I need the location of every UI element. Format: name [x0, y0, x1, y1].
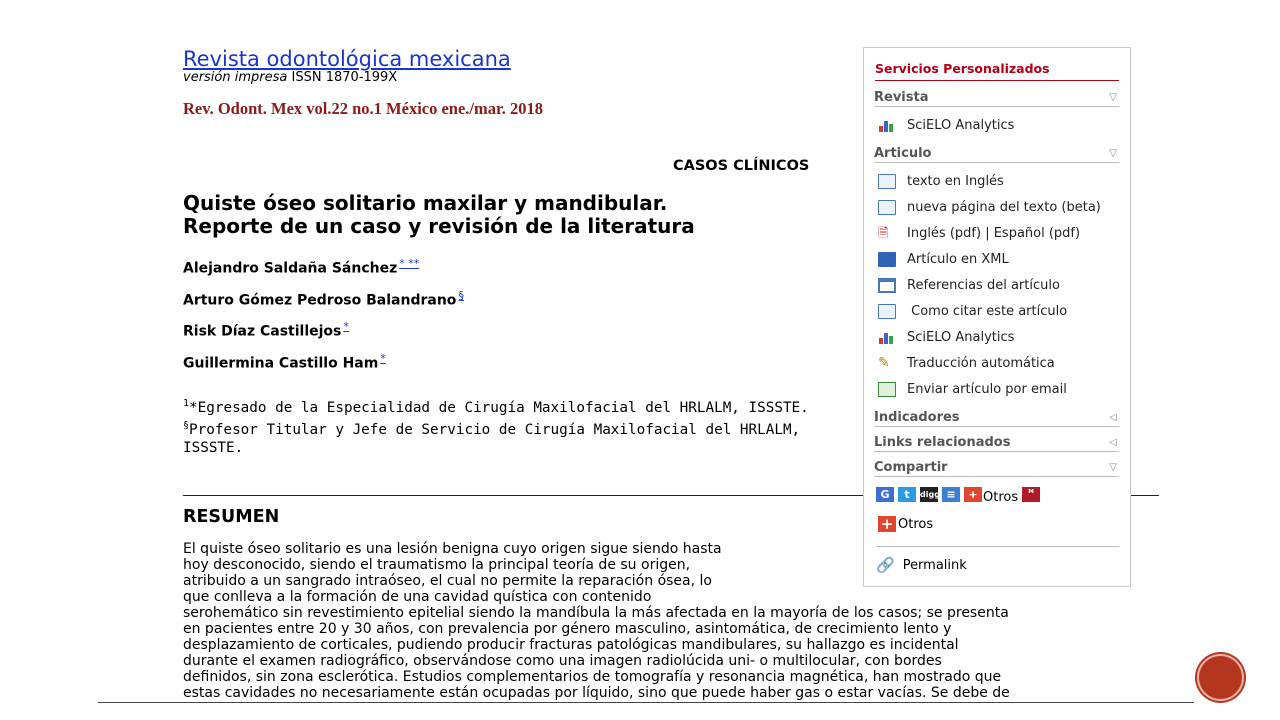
affiliation-text: Profesor Titular y Jefe de Servicio de Cirugía Maxilofacial del HRLALM, ISSSTE.	[183, 421, 801, 456]
item-label: Como citar este artículo	[907, 304, 1068, 319]
issn-value: ISSN 1870-199X	[291, 70, 398, 85]
references-icon	[878, 278, 896, 293]
share-buttons	[876, 486, 1040, 505]
section-label: Indicadores	[874, 410, 960, 425]
author-2	[183, 289, 464, 309]
section-articulo[interactable]	[874, 146, 1119, 163]
author-affiliation-link[interactable]: §	[458, 289, 464, 302]
link-referencias[interactable]	[878, 278, 1060, 293]
digg-icon[interactable]: digg	[920, 487, 938, 502]
link-traduccion[interactable]	[878, 356, 1055, 371]
resumen-heading: RESUMEN	[183, 507, 280, 527]
share-otros[interactable]	[878, 516, 933, 532]
section-label: Articulo	[874, 146, 932, 161]
chevron-left-icon: ◁	[1109, 437, 1117, 448]
item-label: nueva página del texto (beta)	[907, 200, 1101, 215]
author-4	[183, 352, 386, 372]
article-title-line2: Reporte de un caso y revisión de la literatura	[183, 214, 695, 238]
google-icon[interactable]: G	[876, 487, 894, 502]
chevron-down-icon: ▽	[1109, 92, 1117, 103]
issn-line	[183, 70, 397, 85]
item-label: Enviar artículo por email	[907, 382, 1067, 397]
item-label: Referencias del artículo	[907, 278, 1060, 293]
list-icon[interactable]: ≡	[942, 487, 960, 502]
chevron-left-icon: ◁	[1109, 412, 1117, 423]
link-texto-ingles[interactable]	[878, 174, 1004, 189]
author-name: Risk Díaz Castillejos	[183, 323, 342, 340]
bar-chart-icon	[878, 118, 896, 133]
section-label: Revista	[874, 90, 929, 105]
section-label: CASOS CLÍNICOS	[673, 158, 810, 174]
edition-label: versión impresa	[183, 70, 288, 85]
section-compartir[interactable]	[874, 460, 1119, 477]
article-title-line1: Quiste óseo solitario maxilar y mandibular.	[183, 191, 668, 215]
revista-scielo-analytics[interactable]	[878, 118, 1014, 133]
email-icon	[878, 382, 896, 397]
services-panel-title: Servicios Personalizados	[875, 61, 1119, 81]
item-label: Artículo en XML	[907, 252, 1009, 267]
link-enviar-email[interactable]	[878, 382, 1067, 397]
author-1	[183, 257, 419, 277]
section-label: Compartir	[874, 460, 948, 475]
magic-wand-icon: ✎	[878, 355, 890, 371]
author-affiliation-link[interactable]: *	[343, 320, 349, 333]
affiliation-mark: 1	[183, 398, 190, 409]
section-revista[interactable]	[874, 90, 1119, 107]
section-label: Links relacionados	[874, 435, 1011, 450]
affiliation-text: *Egresado de la Especialidad de Cirugía Maxilofacial del HRLALM, ISSSTE.	[189, 399, 809, 416]
article-title	[183, 192, 695, 238]
item-label: Inglés (pdf) | Español (pdf)	[907, 226, 1081, 241]
section-indicadores[interactable]	[874, 410, 1119, 427]
document-icon	[878, 304, 896, 319]
slide-bottom-rule	[98, 702, 1194, 703]
plus-icon: +	[878, 516, 896, 532]
author-affiliation-link[interactable]: *	[380, 352, 386, 365]
document-icon	[878, 174, 896, 189]
affiliations	[183, 395, 809, 457]
xml-icon	[878, 252, 896, 267]
item-label: SciELO Analytics	[907, 330, 1015, 345]
share-otros-label: Otros	[898, 516, 934, 532]
divider	[876, 546, 1119, 547]
link-icon: 🔗	[876, 556, 895, 574]
affiliation-mark: §	[183, 419, 190, 431]
link-como-citar[interactable]	[878, 304, 1067, 319]
plus-icon[interactable]: +	[964, 487, 982, 502]
articulo-scielo-analytics[interactable]	[878, 330, 1014, 345]
item-label: texto en Inglés	[907, 174, 1004, 189]
bar-chart-icon	[878, 330, 896, 345]
affiliation-1	[183, 395, 809, 417]
pdf-icon: 🗎	[878, 226, 889, 241]
item-label: SciELO Analytics	[907, 118, 1015, 133]
citation-line: Rev. Odont. Mex vol.22 no.1 México ene./mar. 2018	[183, 99, 544, 118]
abstract-text: El quiste óseo solitario es una lesión benigna cuyo origen sigue siendo hasta hoy desconocido, siendo el traumatismo la principal teoría de su origen, atribuido a un sangrado intraóseo, el cual no permite la reparación ósea, lo que conlleva a la formación de una cavidad quística con contenido serohemático sin revestimiento epitelial siendo la mandíbula la más afectada en la mayoría de los casos; se presenta en pacientes entre 20 y 30 años, con prevalencia por género masculino, asintomática, de crecimiento lento y desplazamiento de corticales, pudiendo producir fracturas patológicas mandibulares, su hallazgo es incidental durante el examen radiográfico, observándose como una imagen radiolúcida uni- o multilocular, con bordes definidos, sin zona esclerótica. Estudios complementarios de tomografía y resonancia magnética, han mostrado que estas cavidades no necesariamente están ocupadas por líquido, sino que puede haber gas o estar vacías. Se debe de	[183, 541, 1010, 701]
link-pdf[interactable]	[878, 226, 1080, 241]
mendeley-icon[interactable]: ᴹ	[1022, 487, 1040, 502]
services-panel	[863, 47, 1131, 587]
permalink-label: Permalink	[902, 557, 967, 573]
slide-logo-icon	[1197, 654, 1244, 701]
author-name: Arturo Gómez Pedroso Balandrano	[183, 292, 457, 309]
author-affiliation-link[interactable]: * **	[399, 257, 420, 270]
permalink-link[interactable]	[876, 556, 967, 574]
link-nueva-pagina[interactable]	[878, 200, 1101, 215]
author-3	[183, 320, 349, 340]
affiliation-2	[183, 417, 809, 457]
author-name: Alejandro Saldaña Sánchez	[183, 260, 398, 277]
document-icon	[878, 200, 896, 215]
journal-title-link[interactable]: Revista odontológica mexicana	[183, 47, 511, 71]
share-otros-label[interactable]: Otros	[983, 489, 1019, 505]
link-xml[interactable]	[878, 252, 1009, 267]
section-links-relacionados[interactable]	[874, 435, 1119, 452]
author-name: Guillermina Castillo Ham	[183, 355, 379, 372]
chevron-down-icon: ▽	[1109, 462, 1117, 473]
item-label: Traducción automática	[907, 356, 1055, 371]
chevron-down-icon: ▽	[1109, 148, 1117, 159]
twitter-icon[interactable]: t	[898, 487, 916, 502]
